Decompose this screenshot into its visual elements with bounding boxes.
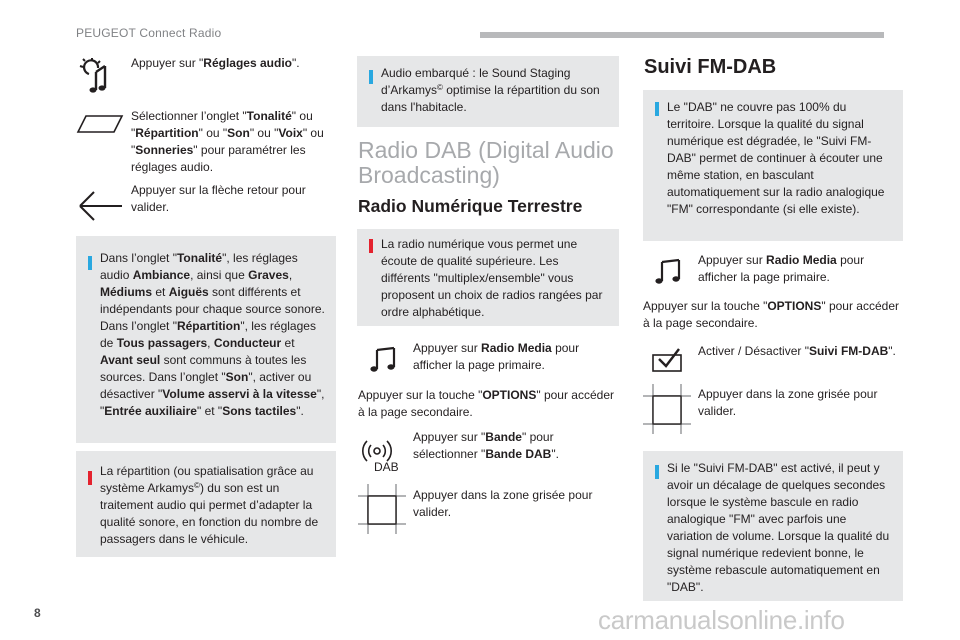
col1-info-text: Dans l’onglet "Tonalité", les réglages audio Ambiance, ainsi que Graves, Médiums et Aiguës sont différents et indépendants pour chaque source sonore. Dans l’onglet "Répartition", les réglages de Tous passagers, Conducteur et Avant seul sont communs à toutes les sources. Dans l’onglet "Son", activer ou désactiver "Volume asservi à la vitesse", "Entrée auxiliaire" et "Sons tactiles". — [100, 251, 325, 418]
col2-info-box — [357, 56, 619, 127]
page-number: 8 — [34, 606, 41, 620]
col3-step-toggle-suivi: Activer / Désactiver "Suivi FM-DAB". — [698, 344, 896, 358]
header-rule — [480, 32, 884, 38]
dab-icon-label: DAB — [374, 460, 399, 474]
info-mark-icon — [655, 102, 659, 116]
col3-info-box-2 — [643, 451, 903, 601]
col1-warning-text: La répartition (ou spatialisation grâce au système Arkamys©) du son est un traitement audio qui permet d’adapter la qualité sonore, en fonction du nombre de passagers dans le véhicule. — [100, 464, 319, 546]
col1-step-back: Appuyer sur la flèche retour pour valider. — [131, 183, 306, 214]
music-note-icon — [368, 344, 398, 374]
section-title-suivi: Suivi FM-DAB — [644, 56, 777, 78]
gray-zone-icon — [358, 484, 406, 534]
radio-waves-icon — [361, 434, 405, 474]
col3-info-box-1 — [643, 90, 903, 241]
warning-mark-icon — [369, 239, 373, 253]
info-mark-icon — [369, 70, 373, 84]
music-note-icon — [653, 256, 683, 286]
col3-info-text-1: Le "DAB" ne couvre pas 100% du territoire. Lorsque la qualité du signal numérique est dégradée, le "Suivi FM-DAB" permet de continuer à écouter une même station, en basculant automatiquement sur la radio analogique "FM" correspondante (si elle existe). — [667, 100, 885, 216]
col2-step-gray-zone: Appuyer dans la zone grisée pour valider. — [413, 488, 593, 519]
col2-options-para: Appuyer sur la touche "OPTIONS" pour accéder à la page secondaire. — [358, 388, 614, 419]
col2-warning-box — [357, 229, 619, 326]
col1-info-box — [76, 236, 336, 443]
gray-zone-icon — [643, 384, 691, 434]
back-arrow-icon — [76, 188, 124, 224]
watermark: carmanualsonline.info — [598, 605, 845, 635]
col2-warning-text: La radio numérique vous permet une écoute de qualité supérieure. Les différents "multiplex/ensemble" vous proposent un choix de radios rangées par ordre alphabétique. — [381, 237, 603, 319]
col1-step-select-tab: Sélectionner l’onglet "Tonalité" ou "Répartition" ou "Son" ou "Voix" ou "Sonneries" pour paramétrer les réglages audio. — [131, 109, 324, 174]
subsection-title-rnt: Radio Numérique Terrestre — [358, 196, 583, 216]
col2-info-text: Audio embarqué : le Sound Staging d’Arkamys© optimise la répartition du son dans l'habitacle. — [381, 66, 600, 114]
col2-step-radio-media: Appuyer sur Radio Media pour afficher la page primaire. — [413, 341, 580, 372]
col3-info-text-2: Si le "Suivi FM-DAB" est activé, il peut y avoir un décalage de quelques secondes lorsque le système bascule en radio analogique "FM" avec parfois une variation de volume. Lorsque la qualité du signal numérique redevient bonne, le système rebascule automatiquement en "DAB". — [667, 461, 890, 594]
col1-warning-box — [76, 451, 336, 557]
section-title-dab: Radio DAB (Digital Audio Broadcasting) — [358, 137, 614, 188]
checkbox-check-icon — [647, 345, 687, 375]
tab-parallelogram-icon — [76, 114, 124, 134]
col3-step-radio-media: Appuyer sur Radio Media pour afficher la page primaire. — [698, 253, 865, 284]
info-mark-icon — [88, 256, 92, 270]
header-title: PEUGEOT Connect Radio — [76, 26, 222, 40]
col1-step-reglages-audio: Appuyer sur "Réglages audio". — [131, 56, 300, 70]
gear-music-icon — [76, 58, 110, 94]
col3-options-para: Appuyer sur la touche "OPTIONS" pour accéder à la page secondaire. — [643, 299, 899, 330]
warning-mark-icon — [88, 471, 92, 485]
info-mark-icon — [655, 465, 659, 479]
col3-step-gray-zone: Appuyer dans la zone grisée pour valider. — [698, 387, 878, 418]
col2-step-bande: Appuyer sur "Bande" pour sélectionner "Bande DAB". — [413, 430, 559, 461]
